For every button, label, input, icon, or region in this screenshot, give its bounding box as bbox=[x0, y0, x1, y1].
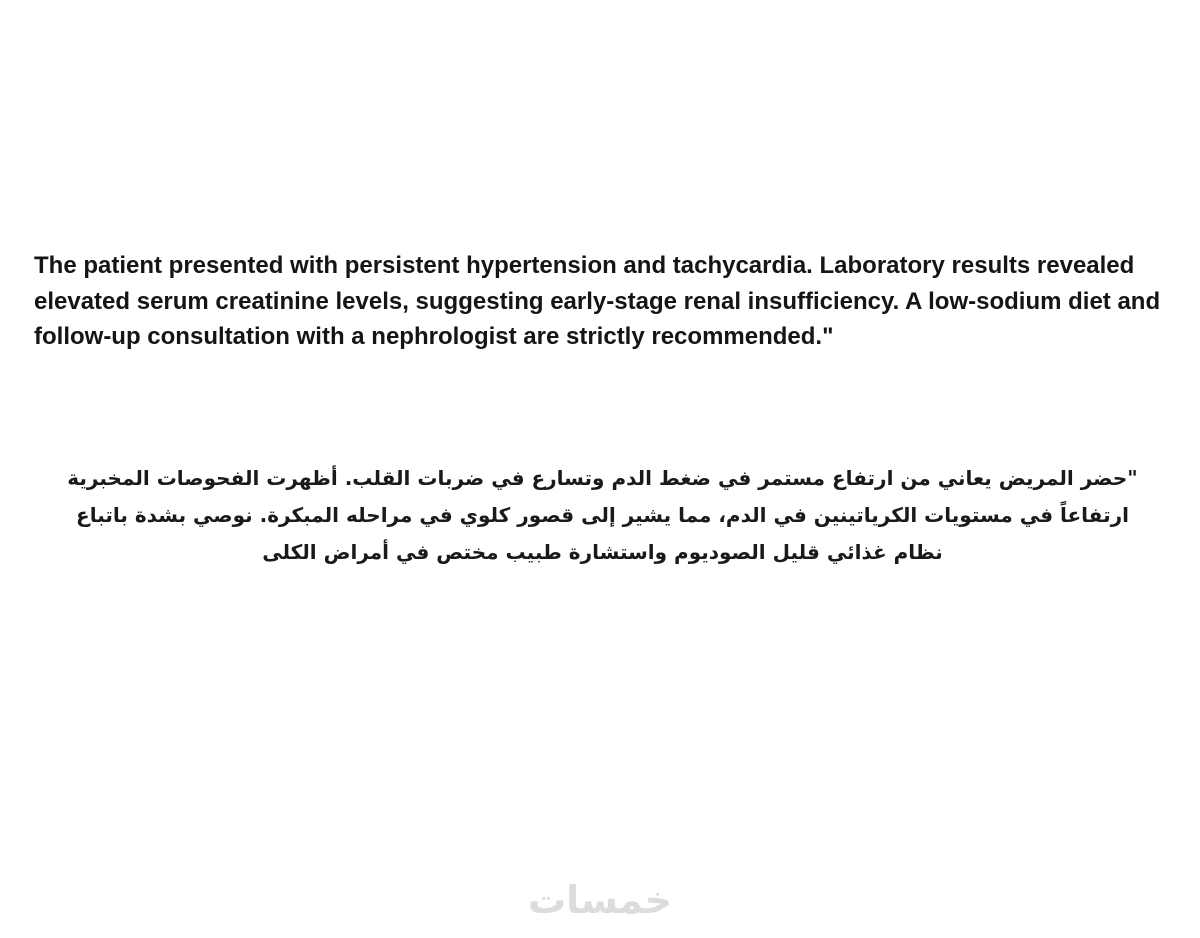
english-paragraph: The patient presented with persistent hypertension and tachycardia. Laboratory results revealed elevated serum creatinine levels, suggesting early-stage renal insufficiency. A low-sodium diet and follow-up consultation with a nephrologist are strictly recommended." bbox=[34, 252, 1161, 350]
arabic-paragraph: "حضر المريض يعاني من ارتفاع مستمر في ضغط الدم وتسارع في ضربات القلب. أظهرت الفحوصات المخبرية ارتفاعاً في مستويات الكرياتينين في الدم، مما يشير إلى قصور كلوي في مراحله المبكرة. نوصي بشدة باتباع نظام غذائي قليل الصوديوم واستشارة طبيب مختص في أمراض الكلى bbox=[67, 466, 1138, 564]
watermark-logo: خمسات bbox=[528, 878, 672, 922]
